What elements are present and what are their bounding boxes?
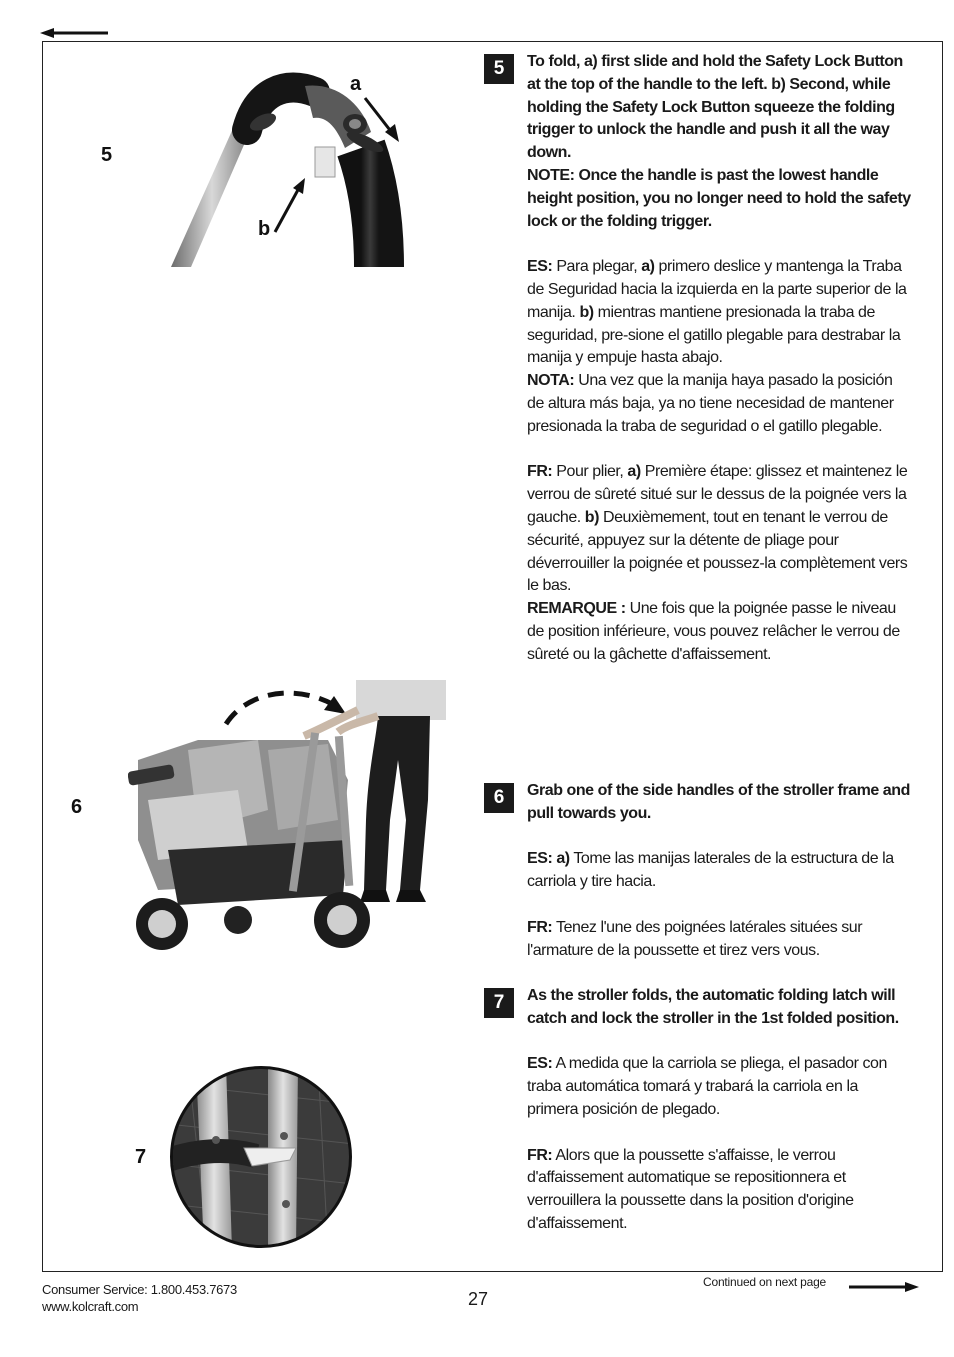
footer-contact — [42, 1281, 237, 1315]
stroller-pull-illustration — [128, 680, 446, 955]
step-5-es: ES: Para plegar, a) primero deslice y mantenga la Traba de Seguridad hacia la izquierda en la parte superior de la manija. b) mientras mantiene presionada la traba de seguridad, pre-sione el gatillo plegable para destrabar la manija y empuje hasta abajo. — [527, 258, 907, 367]
page-number: 27 — [468, 1289, 489, 1309]
step-6-en: Grab one of the side handles of the stroller frame and pull towards you. — [527, 782, 910, 822]
step-6-es: ES: a) Tome las manijas laterales de la estructura de la carriola y tire hacia. — [527, 850, 894, 891]
step-5-fr-note: REMARQUE : Une fois que la poignée passe le niveau de position inférieure, vous pouvez relâcher le verrou de sûreté ou la gâchette d'affaissement. — [527, 600, 900, 663]
step-7-en: As the stroller folds, the automatic folding latch will catch and lock the stroller in the 1st folded position. — [527, 987, 899, 1027]
step-6-badge: 6 — [484, 783, 514, 813]
step-5-badge: 5 — [484, 54, 514, 84]
consumer-service: Consumer Service: 1.800.453.7673 — [42, 1282, 237, 1297]
folding-latch-illustration — [168, 1064, 354, 1250]
step-6-fr: FR: Tenez l'une des poignées latérales situées sur l'armature de la poussette et tirez vers vous. — [527, 918, 863, 959]
step-5-fr: FR: Pour plier, a) Première étape: glissez et maintenez le verrou de sûreté situé sur le dessus de la poignée vers la gauche. b) Deuxièmement, tout en tenant le verrou de sécurité, appuyez sur la détente de pliage pour déverrouiller la poignée et poussez-la complètement vers le bas. — [527, 463, 908, 595]
handle-fold-illustration — [165, 62, 445, 270]
step-7-text — [527, 985, 911, 1236]
step-7-es: ES: A medida que la carriola se pliega, el pasador con traba automática tomará y trabará la carriola en la primera posición de plegado. — [527, 1055, 887, 1118]
step-5-es-note: NOTA: Una vez que la manija haya pasado la posición de altura más baja, ya no tiene necesidad de mantener presionada la traba de seguridad o el gatillo plegable. — [527, 372, 894, 435]
step-5-en: To fold, a) first slide and hold the Safety Lock Button at the top of the handle to the left. b) Second, while holding the Safety Lock Button squeeze the folding trigger to unlock the handle and push it all the way down. — [527, 53, 903, 162]
step-7-badge: 7 — [484, 988, 514, 1018]
step-5-en-note: NOTE: Once the handle is past the lowest handle height position, you no longer need to hold the safety lock or the folding trigger. — [527, 166, 911, 230]
next-page-arrow-icon — [849, 1280, 919, 1294]
step-5-label: 5 — [101, 144, 113, 166]
step-7-label: 7 — [135, 1146, 147, 1168]
website-link[interactable]: www.kolcraft.com — [42, 1299, 139, 1314]
continued-note: Continued on next page — [703, 1275, 827, 1289]
step-6-text — [527, 780, 911, 962]
label-a: a — [350, 73, 362, 95]
step-6-label: 6 — [71, 796, 83, 818]
label-b: b — [258, 218, 271, 240]
step-7-fr: FR: Alors que la poussette s'affaisse, le verrou d'affaissement automatique se repositionnera et verrouillera la poussette dans la position d'origine d'affaissement. — [527, 1146, 854, 1232]
back-arrow-icon — [40, 26, 110, 40]
step-5-text — [527, 51, 911, 667]
